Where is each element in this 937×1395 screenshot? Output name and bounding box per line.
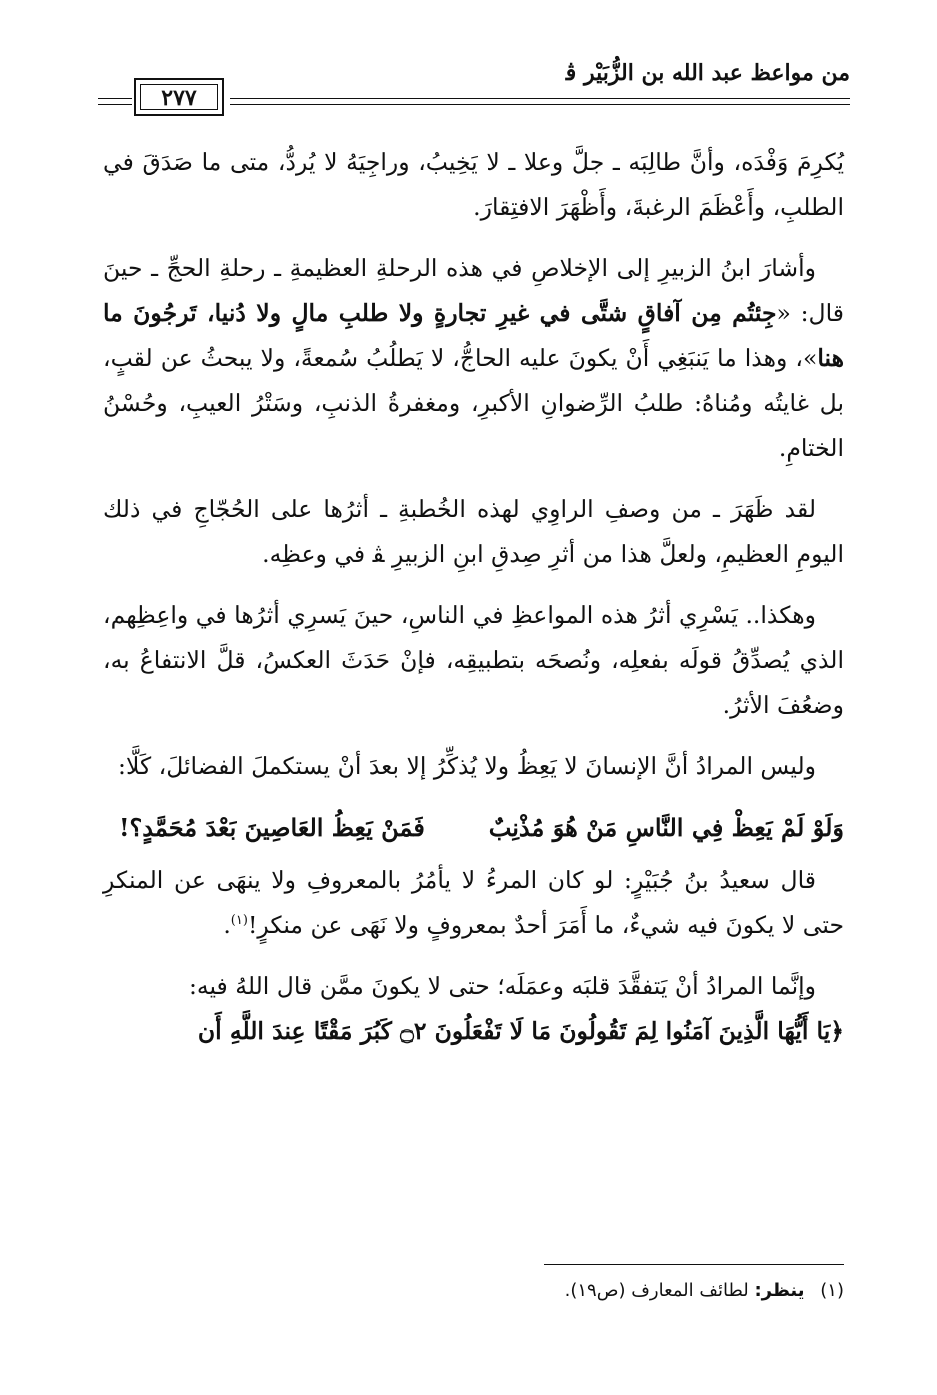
paragraph bbox=[103, 858, 844, 948]
page-number: ٢٧٧ bbox=[140, 84, 218, 110]
footnote-separator bbox=[544, 1264, 844, 1265]
paragraph-text: »، وهذا ما يَنبَغِي أَنْ يكونَ عليه الحاجُّ، لا يَطلُبُ سُمعةً، ولا يبحثُ عن لقبٍ، بل غايتُه ومُناهُ: طلبُ الرِّضوانِ الأكبرِ، ومغفرةُ الذنبِ، وسَتْرُ العيبِ، وحُسْنُ الختامِ. bbox=[103, 344, 844, 462]
poetry-verse bbox=[103, 805, 844, 850]
paragraph-text: وأشارَ ابنُ الزبيرِ إلى الإخلاصِ في هذه الرحلةِ العظيمةِ ـ رحلةِ الحجِّ ـ حينَ قال: « bbox=[103, 254, 845, 327]
paragraph-text: قال سعيدُ بنُ جُبَيْرٍ: لو كان المرءُ لا يأمُرُ بالمعروفِ ولا ينهَى عن المنكرِ حتى لا يكونَ فيه شيءٌ، ما أَمَرَ أحدٌ بمعروفٍ ولا نَهَى عن منكرٍ! bbox=[103, 866, 844, 939]
header-rule bbox=[230, 98, 850, 99]
running-title: من مواعظ عبد الله بن الزُّبَيْر ﭬ bbox=[565, 60, 850, 86]
verse-first-hemistich: وَلَوْ لَمْ يَعِظْ فِي النَّاسِ مَنْ هُوَ مُذْنِبٌ bbox=[488, 813, 844, 842]
page-body bbox=[103, 140, 844, 1070]
page-header bbox=[98, 58, 850, 118]
header-rule bbox=[98, 98, 132, 99]
footnote-reference[interactable]: (١) bbox=[230, 913, 248, 929]
paragraph bbox=[103, 246, 844, 471]
paragraph bbox=[103, 964, 844, 1054]
footnote-number: (١) bbox=[820, 1280, 844, 1301]
paragraph-text: وإنَّما المرادُ أنْ يَتفقَّدَ قلبَه وعمَلَه؛ حتى لا يكونَ ممَّن قال اللهُ فيه: bbox=[188, 972, 816, 1000]
header-rule bbox=[98, 104, 132, 105]
quran-verse: ﴿يَا أَيُّهَا الَّذِينَ آمَنُوا لِمَ تَقُولُونَ مَا لَا تَفْعَلُونَ ۝٢ كَبُرَ مَقْتًا عِندَ اللَّهِ أَن bbox=[197, 1017, 844, 1045]
footnote bbox=[565, 1280, 844, 1301]
paragraph: لقد ظَهَرَ ـ من وصفِ الراوِي لهذه الخُطبةِ ـ أثرُها على الحُجّاجِ في ذلك اليومِ العظيمِ، ولعلَّ هذا من أثرِ صِدقِ ابنِ الزبيرِ ﭭ في وعظِه. bbox=[103, 495, 844, 568]
page-number-frame bbox=[134, 78, 224, 116]
footnote-text: لطائف المعارف (ص١٩). bbox=[564, 1280, 749, 1301]
footnote-lead: ينظر: bbox=[754, 1280, 805, 1301]
paragraph-text: . bbox=[223, 911, 231, 939]
header-rule bbox=[230, 104, 850, 105]
paragraph: يُكرِمَ وَفْدَه، وأنَّ طالِبَه ـ جلَّ وعلا ـ لا يَخِيبُ، وراجِيَهُ لا يُردُّ، متى ما صَدَقَ في الطلبِ، وأَعْظَمَ الرغبةَ، وأَظْهَرَ الافتِقارَ. bbox=[103, 148, 844, 221]
verse-second-hemistich: فَمَنْ يَعِظُ العَاصِينَ بَعْدَ مُحَمَّدٍ؟! bbox=[119, 813, 425, 842]
paragraph: وليس المرادُ أنَّ الإنسانَ لا يَعِظُ ولا يُذكِّرُ إلا بعدَ أنْ يستكملَ الفضائلَ، كَلَّا: bbox=[118, 752, 816, 780]
quote-text: جِئتُم مِن آفاقٍ شتَّى في غيرِ تجارةٍ ولا طلبِ مالٍ ولا دُنيا، تَرجُونَ ما هنا bbox=[103, 299, 844, 372]
paragraph: وهكذا.. يَسْرِي أثرُ هذه المواعظِ في الناسِ، حينَ يَسرِي أثرُها في واعِظِهم، الذي يُصدِّقُ قولَه بفعلِه، ونُصحَه بتطبيقِه، فإنْ حَدَثَ العكسُ، قلَّ الانتفاعُ به، وضعُفَ الأثرُ. bbox=[103, 601, 844, 719]
